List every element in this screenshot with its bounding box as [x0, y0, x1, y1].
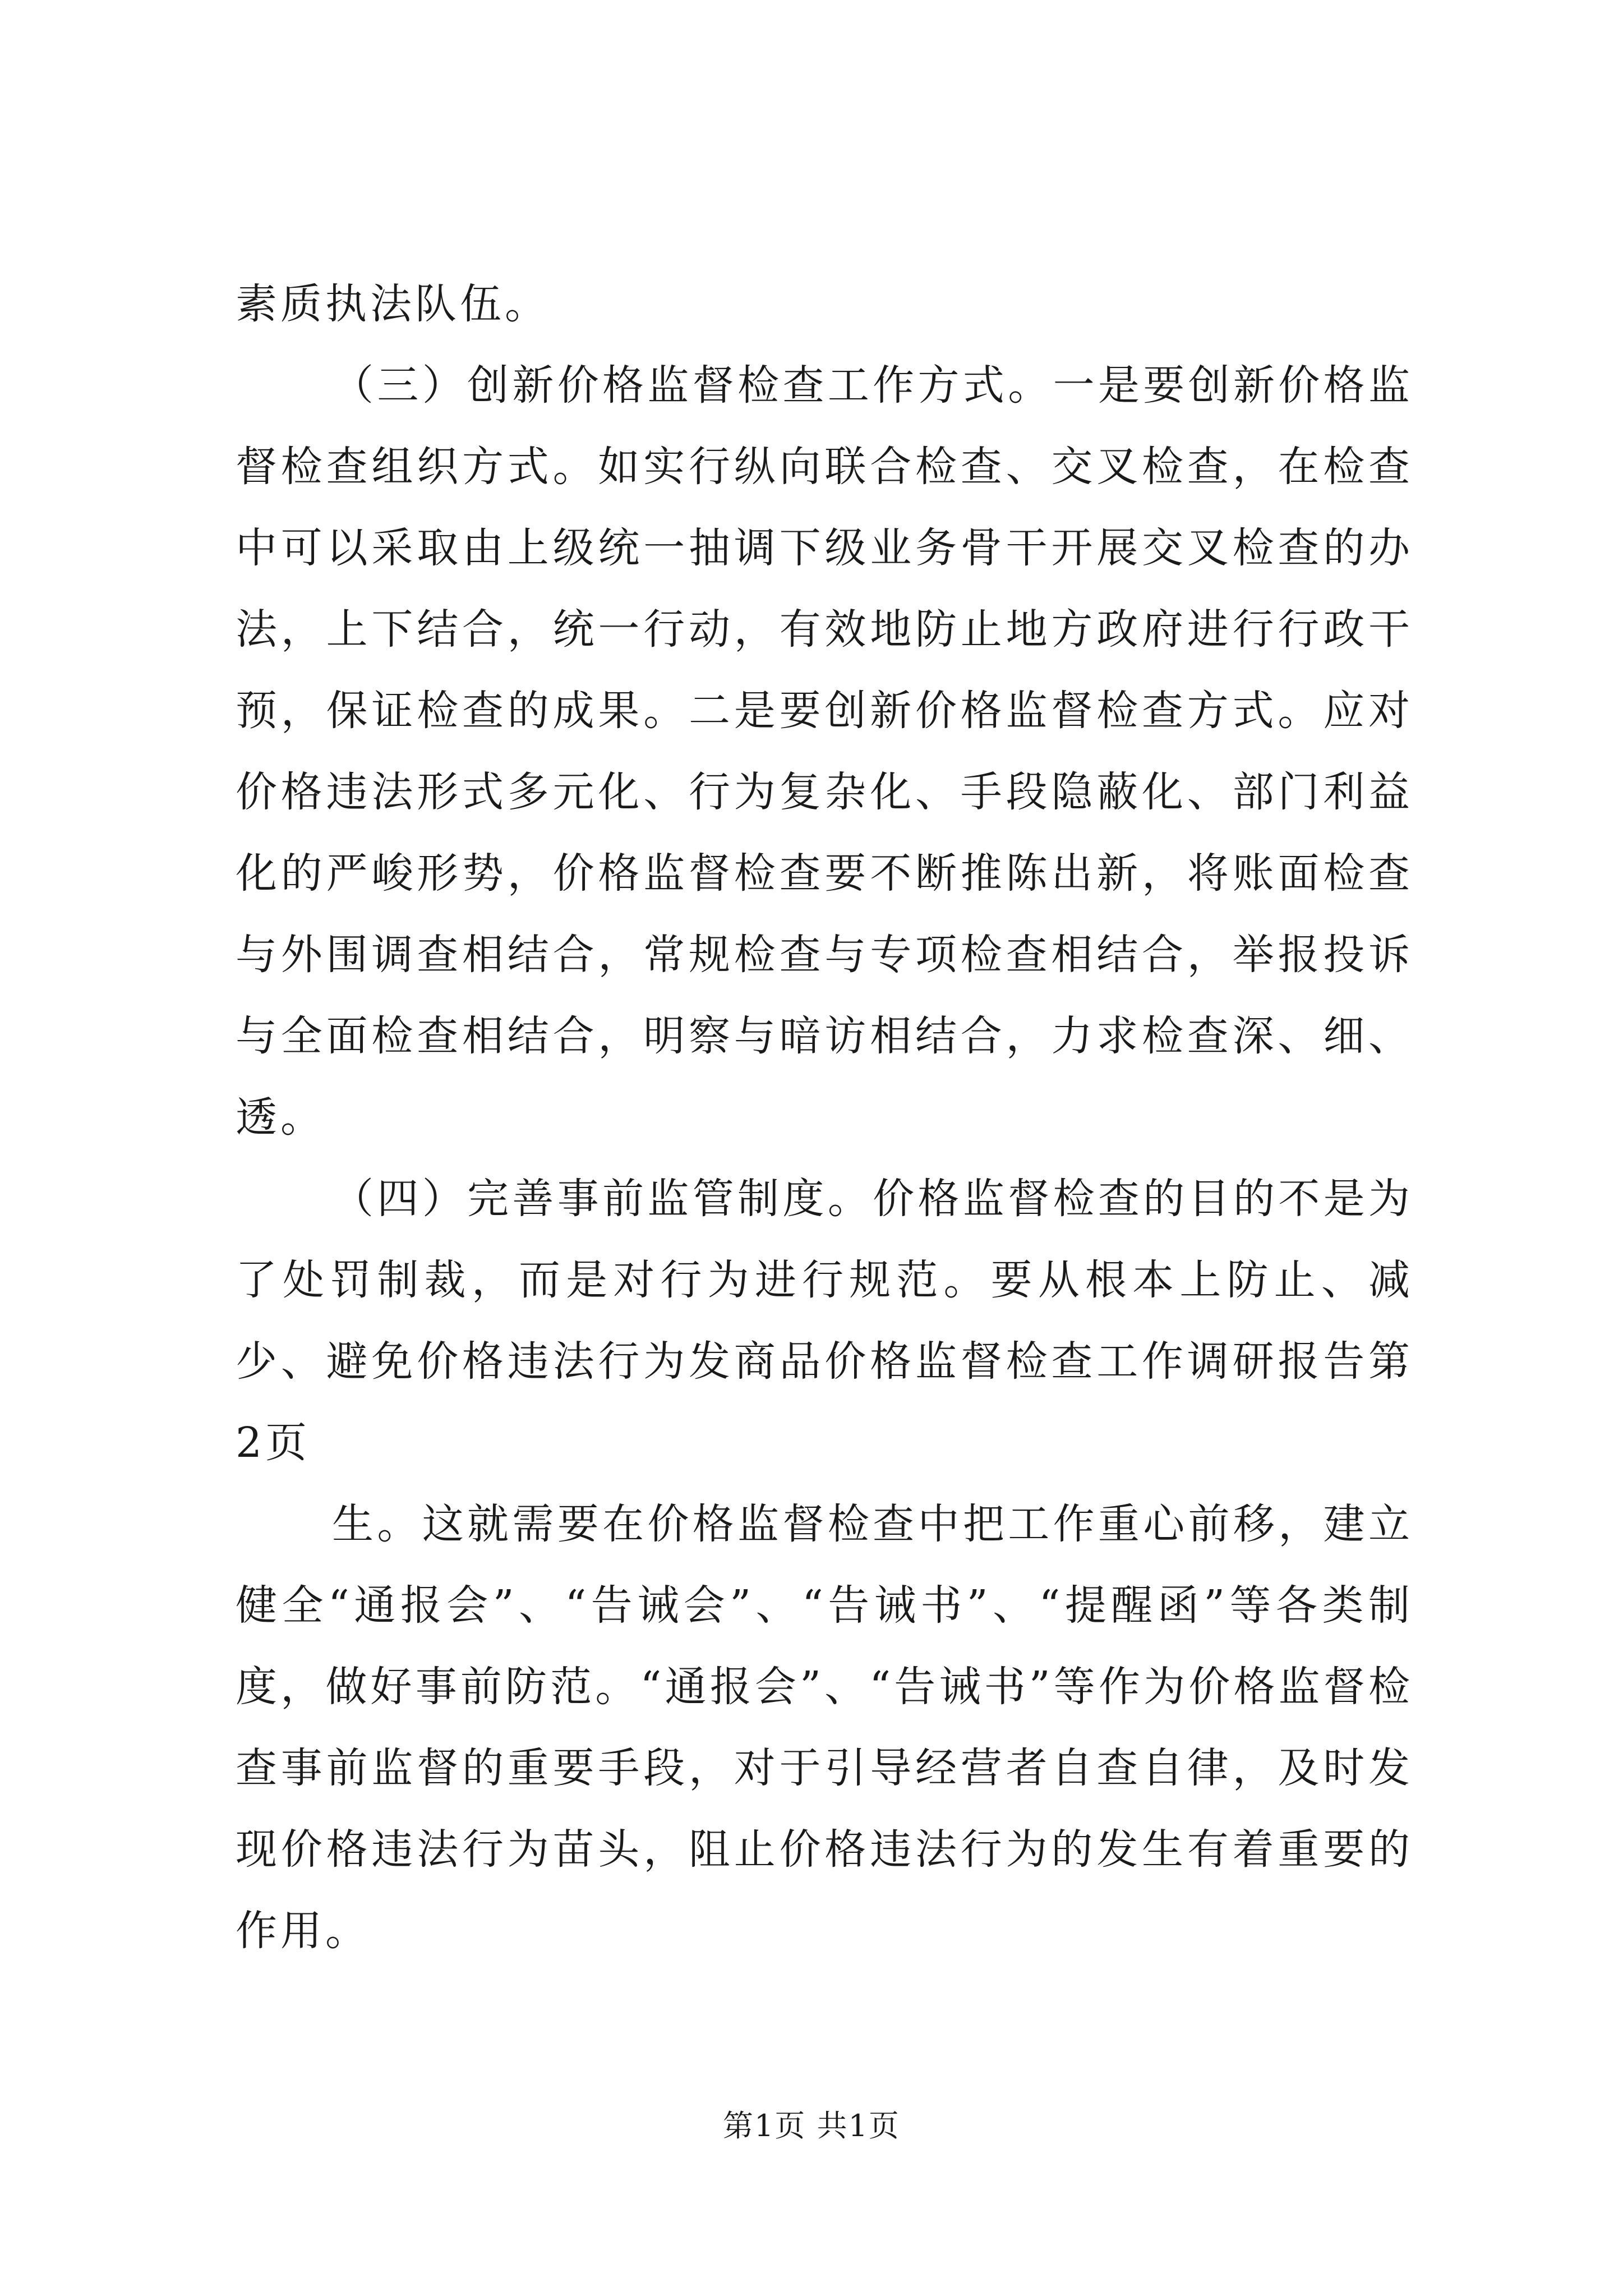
paragraph-section-4: （四）完善事前监管制度。价格监督检查的目的不是为了处罚制裁，而是对行为进行规范。要从根本上防止、减少、避免价格违法行为发商品价格监督检查工作调研报告第2页 [236, 1175, 1413, 1467]
paragraph-section-4-continued: 生。这就需要在价格监督检查中把工作重心前移，建立健全“通报会”、“告诫会”、“告诫书”、“提醒函”等各类制度，做好事前防范。“通报会”、“告诫书”等作为价格监督检查事前监督的重要手段，对于引导经营者自查自律，及时发现价格违法行为苗头，阻止价格违法行为的发生有着重要的作用。 [236, 1500, 1413, 1955]
paragraph-continuation: 素质执法队伍。 [236, 280, 550, 328]
paragraph-section-3: （三）创新价格监督检查工作方式。一是要创新价格监督检查组织方式。如实行纵向联合检查、交叉检查，在检查中可以采取由上级统一抽调下级业务骨干开展交叉检查的办法，上下结合，统一行动，有效地防止地方政府进行行政干预，保证检查的成果。二是要创新价格监督检查方式。应对价格违法形式多元化、行为复杂化、手段隐蔽化、部门利益化的严峻形势，价格监督检查要不断推陈出新，将账面检查与外围调查相结合，常规检查与专项检查相结合，举报投诉与全面检查相结合，明察与暗访相结合，力求检查深、细、透。 [236, 361, 1413, 1142]
page-footer: 第1页 共1页 [723, 2108, 900, 2143]
document-body [236, 264, 1413, 1972]
